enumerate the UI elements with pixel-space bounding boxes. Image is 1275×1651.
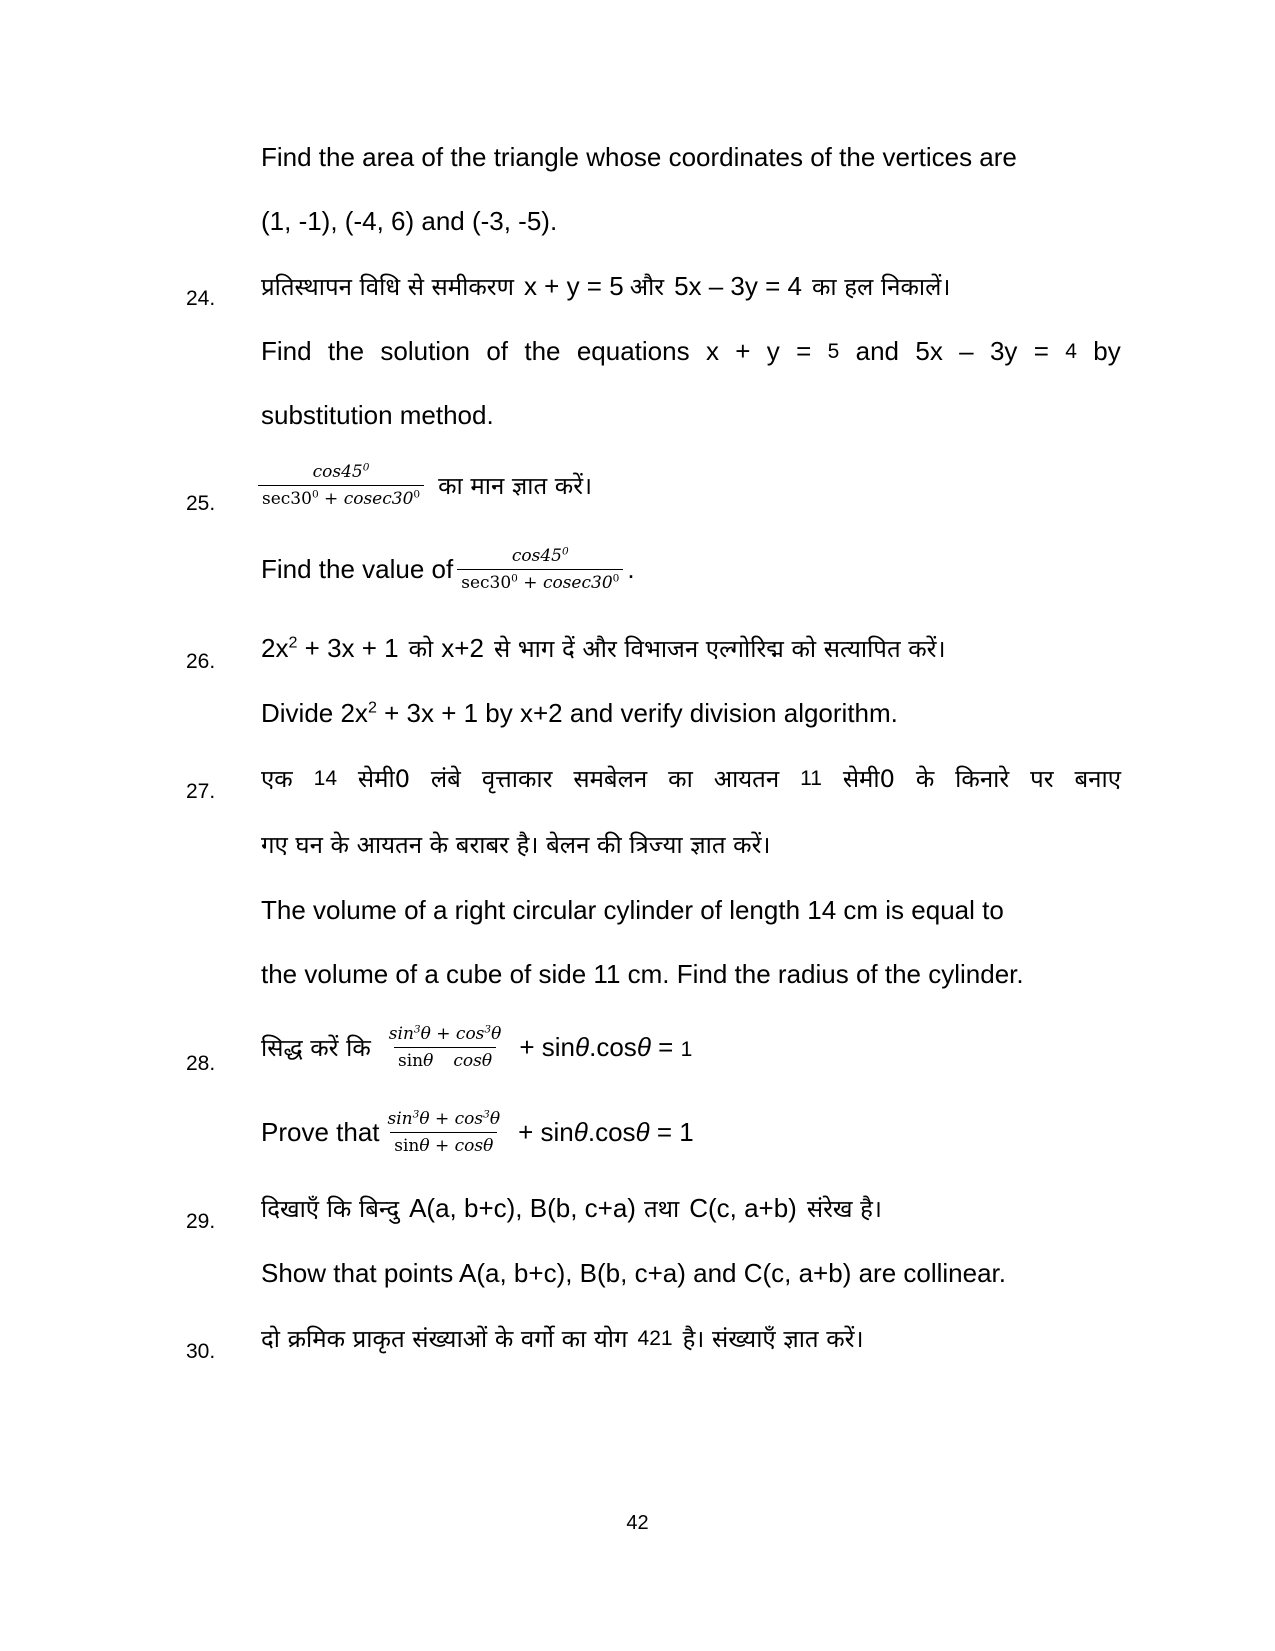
question-number-24: 24. [186,287,216,310]
question-number-26: 26. [186,650,216,673]
q25-period: . [627,554,635,585]
q29-hindi-text-c: संरेख है। [806,1195,882,1223]
q23-text-1: Find the area of the triangle whose coordinates of the vertices are [261,142,1017,172]
q24-english-word: y [766,336,780,366]
q28-denominator: sinθ cosθ [394,1047,496,1071]
q25-numerator-english: $\cos 45^0$ [511,545,569,566]
q25-fraction-english [457,546,623,594]
q24-english-word: equations [576,336,690,366]
q27-english-line-1 [261,895,1121,926]
question-number-25: 25. [186,492,216,515]
q28-english-text: Prove that [261,1117,380,1148]
q28-fraction [385,1024,506,1072]
q30-hindi-text-b: है। संख्याएँ ज्ञात करें। [682,1325,864,1353]
q24-english-text-2: substitution method. [261,400,494,430]
q24-equation-1: x + y = 5 [523,271,624,301]
q27-hindi-word: किनारे [955,765,1010,793]
q27-hindi-word: समबेलन [573,765,648,793]
q24-english-line-2 [261,400,1121,431]
q27-english-line-2 [261,959,1121,990]
q30-hindi-line [261,1322,1121,1355]
q26-hindi-line [261,632,1121,665]
q28-hindi-line [261,1024,1121,1072]
q24-english-word: of [486,336,509,366]
q27-hindi-word: सेमी0 [842,765,895,793]
q23-english-line-2 [261,206,1121,237]
q24-english-word: 5x [915,336,943,366]
q24-hindi-text-a: प्रतिस्थापन विधि से समीकरण [261,273,514,301]
q26-hindi-text-b: से भाग दें और विभाजन एल्गोरिद्म को सत्यापित करें। [493,635,946,663]
q25-numerator: $\cos 45^0$ [312,461,370,482]
q28-english-line [261,1109,1121,1157]
q23-english-line-1 [261,142,1121,173]
q30-hindi-text-a: दो क्रमिक प्राकृत संख्याओं के वर्गो का योग [261,1325,628,1353]
q27-english-text-1: The volume of a right circular cylinder of length 14 cm is equal to [261,895,1004,925]
q27-hindi-word: के [915,765,935,793]
q29-point-c: C(c, a+b) [689,1193,797,1223]
q26-english-text: Divide $2x^2 + 3x + 1$ by x+2 and verify division algorithm. [261,698,898,728]
q30-value: 421 [637,1326,673,1350]
q24-english-word: = [796,336,812,366]
q28-numerator-english: $\sin^3\theta + \cos^3\theta$ [387,1108,501,1129]
q24-english-word: x [705,336,719,366]
q27-hindi-word: एक [261,765,293,793]
q24-english-word: 4 [1065,339,1077,363]
q28-hindi-text: सिद्ध करें कि [261,1034,371,1063]
q24-english-word: the [524,336,561,366]
q28-fraction-english [384,1109,505,1157]
q27-hindi-word: पर [1030,765,1054,793]
q27-hindi-word: 14 [313,766,337,790]
q24-english-line-1 [261,336,1121,367]
q24-english-word: Find [261,336,312,366]
q24-hindi-text-c: का हल निकालें। [811,273,951,301]
q27-hindi-text-2: गए घन के आयतन के बराबर है। बेलन की त्रिज्या ज्ञात करें। [261,831,771,859]
q28-hindi-tail: + sinθ.cosθ = 1 [519,1032,693,1063]
q24-english-word: 3y [989,336,1018,366]
q26-hindi-text-a: को [408,635,434,663]
q26-divisor: x+2 [441,633,484,663]
q24-english-word: – [959,336,974,366]
q24-equation-2: 5x – 3y = 4 [674,271,802,301]
q23-text-2: (1, -1), (-4, 6) and (-3, -5). [261,206,558,236]
q24-hindi-and: और [629,273,665,301]
q25-english-text: Find the value of [261,554,454,585]
question-number-27: 27. [186,780,216,803]
q27-hindi-line-1 [261,762,1121,795]
q25-hindi-text: का मान ज्ञात करें। [438,472,593,501]
q25-english-line [261,546,1121,594]
q26-polynomial: $2x^2 + 3x + 1$ [261,633,399,663]
q24-english-word: 5 [827,339,840,363]
q26-english-line [261,698,1121,729]
question-number-30: 30. [186,1340,216,1363]
q29-hindi-line [261,1192,1121,1225]
q24-english-word: by [1093,336,1121,366]
q27-hindi-word: का [668,765,693,793]
q29-english-line [261,1258,1121,1289]
q24-english-word: solution [380,336,471,366]
q24-english-word: + [735,336,751,366]
q25-denominator-english: $\sec 30^0 + cosec30^0$ [457,569,623,593]
q27-english-text-2: the volume of a cube of side 11 cm. Find the radius of the cylinder. [261,959,1024,989]
q27-hindi-word: बनाए [1074,765,1121,793]
q24-english-word: = [1033,336,1049,366]
question-number-28: 28. [186,1052,216,1075]
q24-hindi-line [261,270,1121,303]
q28-numerator: $\sin^3\theta + \cos^3\theta$ [388,1023,502,1044]
q27-hindi-word: लंबे [430,765,461,793]
q29-english-text: Show that points A(a, b+c), B(b, c+a) and C(c, a+b) are collinear. [261,1258,1006,1288]
q25-hindi-line [254,462,1114,510]
q27-hindi-word: 11 [800,766,822,790]
question-number-29: 29. [186,1210,216,1233]
page-number: 42 [626,1512,649,1534]
q28-english-tail: + sinθ.cosθ = 1 [518,1117,694,1148]
q27-hindi-line-2 [261,828,1121,861]
q29-points: A(a, b+c), B(b, c+a) [409,1193,636,1223]
q25-fraction [258,462,424,510]
q29-hindi-text-a: दिखाएँ कि बिन्दु [261,1195,400,1223]
q27-hindi-word: वृत्ताकार [481,765,553,793]
q25-denominator: $\sec 30^0 + cosec30^0$ [258,485,424,509]
q24-english-word: the [327,336,365,366]
q28-denominator-english: sinθ + cosθ [390,1132,497,1156]
q27-hindi-word: सेमी0 [357,765,410,793]
q29-hindi-and: तथा [643,1195,680,1223]
q24-english-word: and [855,336,900,366]
q27-hindi-word: आयतन [713,765,780,793]
